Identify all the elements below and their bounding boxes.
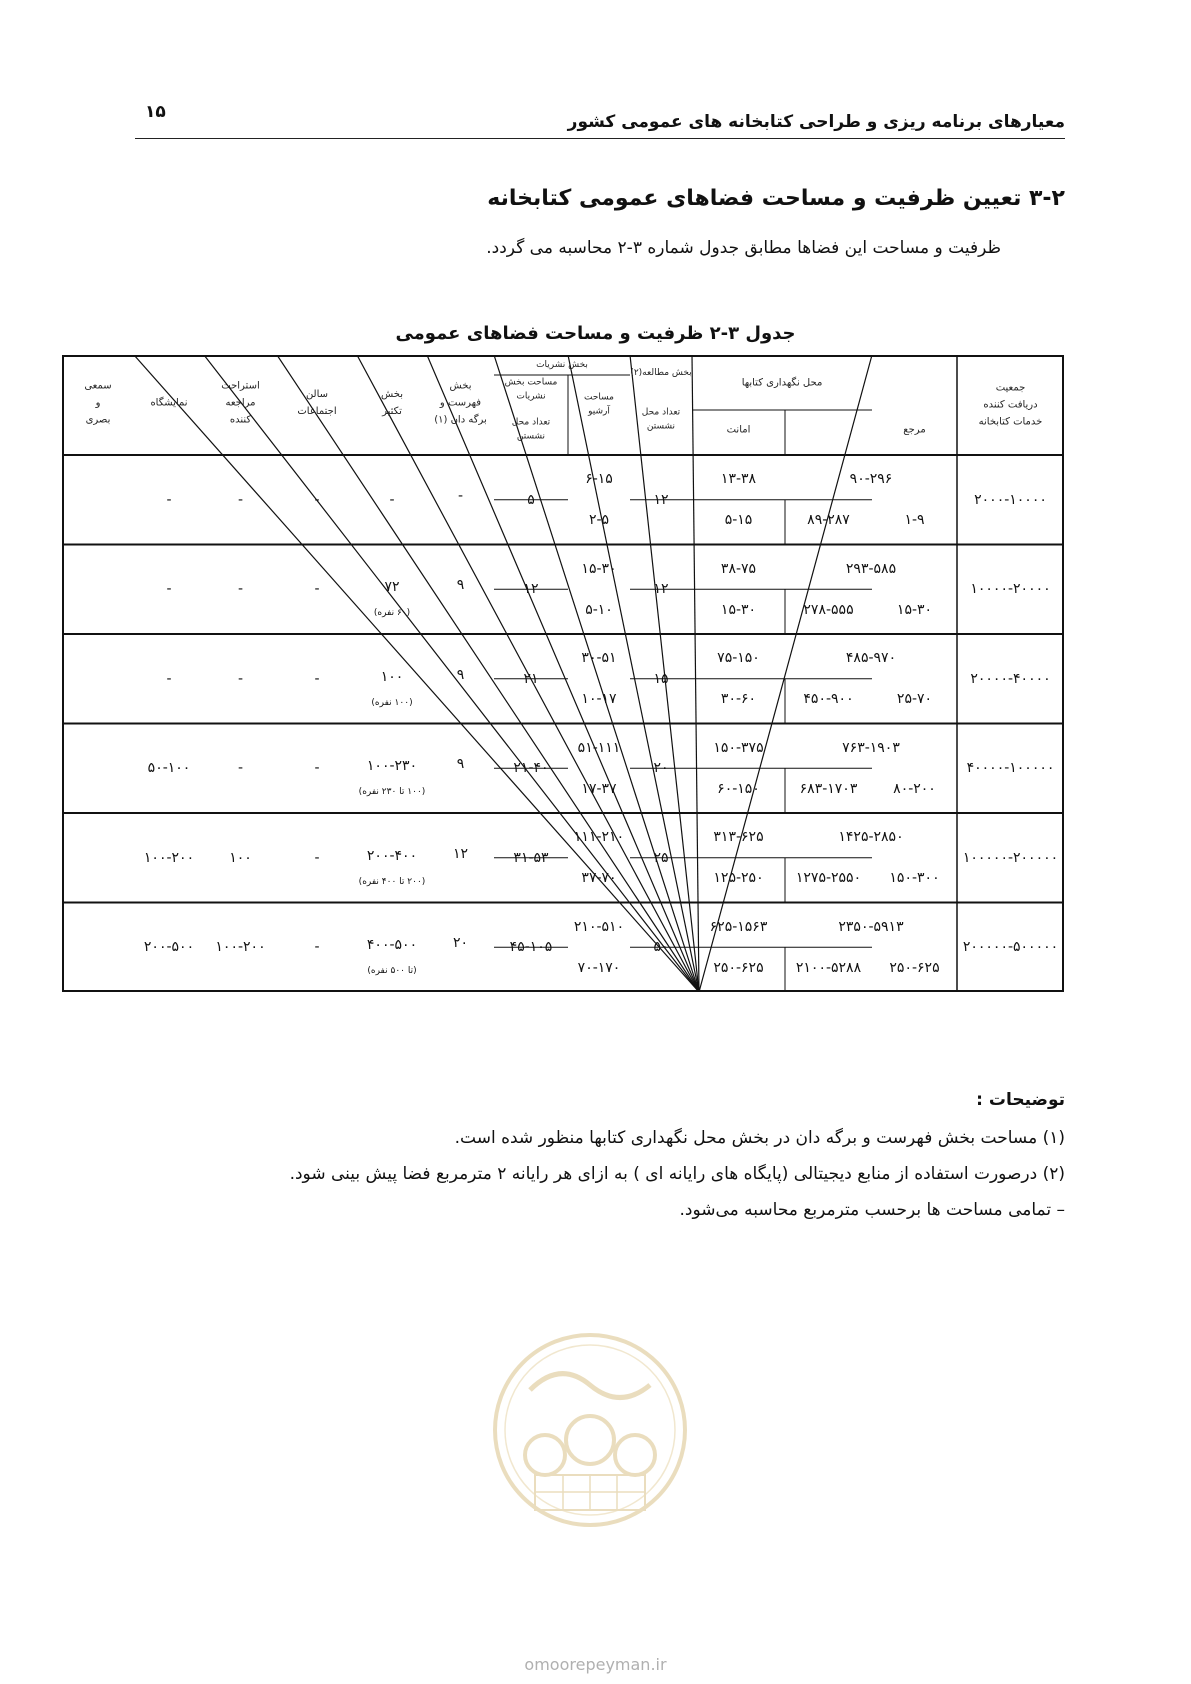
- header-exhibition: نمایشگاه: [150, 397, 188, 409]
- intro-paragraph: ظرفیت و مساحت این فضاها مطابق جدول شماره ۳-۲ محاسبه می گردد.: [486, 238, 1001, 258]
- cell-copy: ۱۲: [452, 845, 469, 862]
- header-av-line: و: [95, 397, 101, 409]
- cell-archive: ۲۰: [653, 760, 669, 777]
- cell-periodicals-area: ۳۰-۵۱: [581, 650, 617, 667]
- cell-storage-ref: ۱-۹: [904, 512, 925, 529]
- header-population-line: دریافت کننده: [983, 399, 1038, 411]
- cell-copy: ۲۰: [452, 935, 469, 952]
- cell-population: ۲۰۰۰-۱۰۰۰۰: [974, 491, 1047, 508]
- section-heading: ۳-۲ تعیین ظرفیت و مساحت فضاهای عمومی کتابخانه: [487, 186, 1065, 211]
- cell-study-seats: ۶۰-۱۵۰: [717, 780, 760, 797]
- header-av-line: سمعی: [84, 380, 112, 392]
- cell-copy: ۹: [456, 666, 465, 683]
- header-population-line: جمعیت: [995, 382, 1026, 394]
- cell-archive: ۲۵: [653, 849, 669, 866]
- cell-archive: ۱۲: [653, 491, 669, 508]
- cell-storage-total: ۹۰-۲۹۶: [849, 471, 893, 488]
- cell-periodicals-area: ۶-۱۵: [585, 471, 613, 488]
- header-storage-loan: امانت: [726, 424, 751, 436]
- cell-exhibition: ۱۰۰-۲۰۰: [215, 939, 266, 956]
- cell-periodicals-seats: ۷۰-۱۷۰: [577, 959, 621, 976]
- cell-study-seats: ۱۵-۳۰: [720, 601, 757, 618]
- header-periodicals: بخش نشریات: [536, 359, 588, 370]
- header-periodicals-area-line: مساحت بخش: [504, 377, 558, 388]
- cell-rest: -: [314, 849, 320, 866]
- cell-av: ۱۰۰-۲۰۰: [143, 849, 195, 866]
- note-item: – تمامی مساحت ها برحسب مترمربع محاسبه می‌شود.: [679, 1200, 1065, 1220]
- cell-periodicals-seats: ۱۰-۱۷: [581, 691, 617, 708]
- header-archive-line: مساحت: [584, 392, 614, 403]
- cell-storage-loan: ۸۹-۲۸۷: [807, 512, 850, 529]
- cell-hall: ۱۰۰: [380, 668, 404, 685]
- header-rest-line: استراحت: [221, 380, 260, 392]
- cell-hall-note: (۲۰۰ تا ۴۰۰ نفره): [358, 876, 426, 887]
- cell-population: ۴۰۰۰۰-۱۰۰۰۰۰: [966, 760, 1055, 777]
- header-population: [979, 380, 1043, 431]
- cell-storage-total: ۷۶۳-۱۹۰۳: [842, 739, 900, 756]
- cell-hall-note: (۶۰ نفره): [373, 608, 411, 619]
- cell-catalog: ۲۱: [523, 670, 539, 687]
- header-rule: [135, 138, 1065, 139]
- cell-archive: ۵۰: [653, 939, 669, 956]
- cell-study-seats: ۲۵۰-۶۲۵: [713, 959, 764, 976]
- grid-line: [692, 355, 699, 992]
- watermark-logo: [490, 1330, 690, 1530]
- cell-storage-ref: ۱۵-۳۰: [896, 601, 933, 618]
- table-grid: [62, 355, 1064, 992]
- header-catalog-line: بخش: [449, 380, 472, 392]
- cell-storage-ref: ۲۵-۷۰: [896, 691, 933, 708]
- header-study-seats-line: نشستن: [646, 422, 676, 432]
- header-periodicals-seats-line: نشستن: [516, 432, 546, 442]
- header-storage: محل نگهداری کتابها: [741, 377, 823, 389]
- grid-line: [277, 355, 699, 992]
- header-catalog-line: برگه دان (۱): [434, 414, 487, 426]
- header-archive-line: آرشیو: [588, 407, 610, 417]
- cell-periodicals-area: ۱۱۱-۲۱۰: [573, 829, 625, 846]
- cell-storage-loan: ۱۲۷۵-۲۵۵۰: [795, 870, 862, 887]
- cell-storage-loan: ۴۵۰-۹۰۰: [803, 691, 854, 708]
- cell-hall: ۲۰۰-۴۰۰: [366, 847, 418, 864]
- cell-periodicals-seats: ۲-۵: [588, 512, 610, 529]
- notes-section: [105, 1090, 1065, 1236]
- cell-periodicals-area: ۵۱-۱۱۱: [577, 739, 621, 756]
- page-header: [135, 98, 1065, 138]
- cell-storage-ref: ۲۵۰-۶۲۵: [889, 959, 940, 976]
- cell-rest: -: [314, 491, 320, 508]
- header-copy-line: تکثیر: [382, 406, 402, 417]
- cell-storage-total: ۱۴۲۵-۲۸۵۰: [838, 829, 904, 846]
- cell-study-area: ۳۸-۷۵: [720, 560, 757, 577]
- cell-rest: -: [314, 581, 320, 598]
- cell-archive: ۱۵: [653, 670, 669, 687]
- header-av: [84, 378, 111, 429]
- cell-population: ۱۰۰۰۰-۲۰۰۰۰: [970, 581, 1051, 598]
- cell-hall: ۴۰۰-۵۰۰: [366, 937, 418, 954]
- cell-catalog: ۲۱-۴۰: [513, 760, 549, 777]
- header-population-line: خدمات کتابخانه: [978, 416, 1043, 428]
- cell-hall-note: (۱۰۰ تا ۲۳۰ نفره): [358, 787, 426, 798]
- header-copy-line: بخش: [381, 389, 403, 400]
- header-hall-line: سالن: [305, 389, 329, 400]
- cell-periodicals-area: ۲۱۰-۵۱۰: [573, 918, 625, 935]
- header-rest: [221, 378, 259, 429]
- cell-storage-loan: ۲۱۰۰-۵۲۸۸: [795, 959, 862, 976]
- cell-exhibition: -: [237, 581, 244, 598]
- header-study-seats: [642, 406, 680, 435]
- cell-study-area: ۱۳-۳۸: [720, 471, 757, 488]
- header-archive: [584, 391, 614, 420]
- cell-av: -: [166, 670, 172, 687]
- header-hall: [297, 386, 336, 420]
- cell-periodicals-area: ۱۵-۳۰: [581, 560, 617, 577]
- cell-rest: -: [314, 760, 320, 777]
- cell-population: ۲۰۰۰۰-۴۰۰۰۰: [970, 670, 1051, 687]
- cell-periodicals-seats: ۱۷-۳۷: [581, 780, 617, 797]
- cell-catalog: ۴۵-۱۰۵: [509, 939, 553, 956]
- header-av-line: بصری: [85, 414, 111, 426]
- cell-study-area: ۷۵-۱۵۰: [717, 650, 760, 667]
- cell-copy: -: [457, 487, 464, 504]
- cell-storage-ref: ۸۰-۲۰۰: [893, 780, 936, 797]
- grid-line: [568, 355, 699, 992]
- cell-exhibition: -: [237, 760, 244, 777]
- header-copy: [381, 386, 403, 420]
- cell-study-area: ۳۱۳-۶۲۵: [713, 829, 764, 846]
- capacity-table: [62, 355, 1064, 992]
- cell-periodicals-seats: ۳۷-۷۰: [581, 870, 617, 887]
- cell-av: -: [166, 491, 172, 508]
- cell-av: -: [166, 581, 172, 598]
- cell-catalog: ۵: [527, 491, 535, 508]
- header-study: بخش مطالعه(۲): [630, 367, 692, 378]
- cell-hall-note: (۱۰۰ نفره): [371, 697, 413, 708]
- cell-hall: -: [389, 491, 395, 508]
- cell-hall: ۷۲: [384, 579, 400, 596]
- running-title: معیارهای برنامه ریزی و طراحی کتابخانه های عمومی کشور: [567, 112, 1065, 132]
- cell-exhibition: -: [237, 670, 244, 687]
- cell-hall-note: (تا ۵۰۰ نفره): [367, 966, 417, 977]
- cell-av: ۵۰-۱۰۰: [147, 760, 191, 777]
- header-periodicals-area-line: نشریات: [516, 392, 546, 402]
- cell-study-area: ۱۵۰-۳۷۵: [713, 739, 764, 756]
- cell-storage-loan: ۲۷۸-۵۵۵: [803, 601, 854, 618]
- cell-storage-ref: ۱۵۰-۳۰۰: [889, 870, 940, 887]
- grid-line: [134, 355, 699, 992]
- cell-storage-loan: ۶۸۳-۱۷۰۳: [799, 780, 858, 797]
- cell-hall: ۱۰۰-۲۳۰: [366, 758, 418, 775]
- header-periodicals-seats: [512, 416, 550, 445]
- header-storage-ref: مرجع: [903, 424, 926, 436]
- cell-study-seats: ۱۲۵-۲۵۰: [713, 870, 764, 887]
- cell-study-seats: ۳۰-۶۰: [720, 691, 757, 708]
- cell-population: ۱۰۰۰۰۰-۲۰۰۰۰۰: [962, 849, 1059, 866]
- cell-rest: -: [314, 939, 320, 956]
- note-item: (۱) مساحت بخش فهرست و برگه دان در بخش محل نگهداری کتابها منظور شده است.: [454, 1128, 1065, 1148]
- header-periodicals-seats-line: تعداد محل: [511, 417, 551, 428]
- cell-periodicals-seats: ۵-۱۰: [585, 601, 613, 618]
- header-periodicals-area: [505, 376, 558, 405]
- cell-catalog: ۳۱-۵۳: [513, 849, 549, 866]
- header-catalog: [434, 378, 487, 429]
- header-rest-line: کننده: [229, 414, 252, 426]
- notes-title: توضیحات :: [976, 1090, 1065, 1110]
- cell-exhibition: -: [237, 491, 244, 508]
- cell-copy: ۹: [456, 577, 465, 594]
- note-item: (۲) درصورت استفاده از منابع دیجیتالی (پایگاه های رایانه ای ) به ازای هر رایانه ۲ مترمربع فضا پیش بینی شود.: [289, 1164, 1065, 1184]
- grid-line: [204, 355, 699, 992]
- cell-catalog: ۱۲: [523, 581, 539, 598]
- table-caption: جدول ۳-۲ ظرفیت و مساحت فضاهای عمومی: [395, 323, 796, 344]
- cell-rest: -: [314, 670, 320, 687]
- cell-storage-total: ۲۹۳-۵۸۵: [845, 560, 897, 577]
- page-number: ۱۵: [145, 102, 166, 122]
- watermark-site: omoorepeyman.ir: [524, 1655, 667, 1674]
- cell-storage-total: ۴۸۵-۹۷۰: [845, 650, 897, 667]
- cell-copy: ۹: [456, 756, 465, 773]
- header-study-seats-line: تعداد محل: [641, 407, 681, 418]
- header-catalog-line: فهرست و: [439, 397, 482, 409]
- cell-population: ۲۰۰۰۰۰-۵۰۰۰۰۰: [962, 939, 1059, 956]
- cell-exhibition: ۱۰۰: [229, 849, 252, 866]
- cell-storage-total: ۲۳۵۰-۵۹۱۳: [838, 918, 904, 935]
- header-hall-line: اجتماعات: [297, 406, 337, 417]
- cell-study-area: ۶۲۵-۱۵۶۳: [709, 918, 768, 935]
- header-rest-line: مراجعه: [225, 397, 256, 409]
- cell-study-seats: ۵-۱۵: [724, 512, 753, 529]
- cell-archive: ۱۲: [653, 581, 669, 598]
- cell-av: ۲۰۰-۵۰۰: [143, 939, 195, 956]
